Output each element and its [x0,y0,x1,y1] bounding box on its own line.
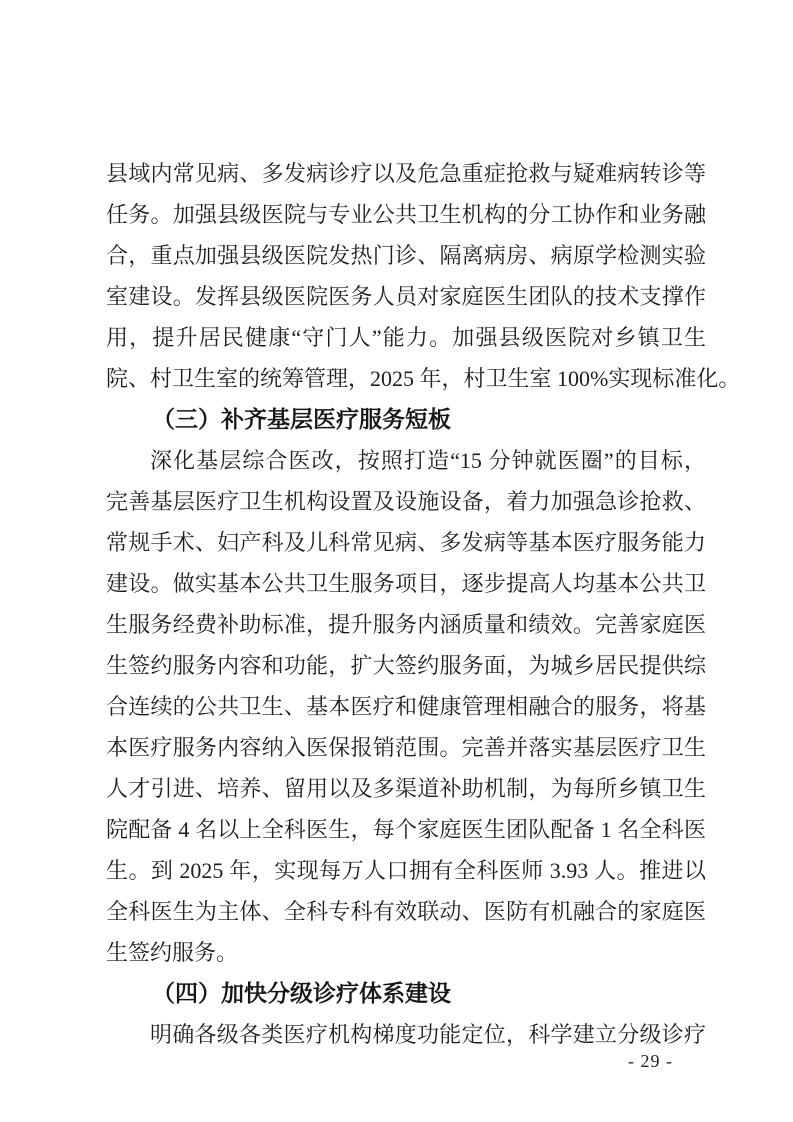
text-line: 全科医生为主体、全科专科有效联动、医防有机融合的家庭医 [106,899,706,924]
text-line: 室建设。发挥县级医院医务人员对家庭医生团队的技术支撑作 [106,284,706,309]
text-line: 明确各级各类医疗机构梯度功能定位，科学建立分级诊疗 [150,1022,706,1047]
text-line: 县域内常见病、多发病诊疗以及危急重症抢救与疑难病转诊等 [106,161,706,186]
text-line: 本医疗服务内容纳入医保报销范围。完善并落实基层医疗卫生 [106,735,706,760]
text-line: 完善基层医疗卫生机构设置及设施设备，着力加强急诊抢救、 [106,489,706,514]
text-line: 建设。做实基本公共卫生服务项目，逐步提高人均基本公共卫 [106,571,706,596]
page-number: - 29 - [628,1051,673,1071]
text-block [106,153,741,1055]
section-heading-3: （三）补齐基层医疗服务短板 [152,407,451,432]
text-line: 用，提升居民健康“守门人”能力。加强县级医院对乡镇卫生 [106,325,706,350]
section-heading-4: （四）加快分级诊疗体系建设 [152,981,451,1006]
text-line: 深化基层综合医改，按照打造“15 分钟就医圈”的目标， [150,448,706,473]
text-line: 任务。加强县级医院与专业公共卫生机构的分工协作和业务融 [106,202,706,227]
text-line: 生签约服务内容和功能，扩大签约服务面，为城乡居民提供综 [106,653,706,678]
text-line: 合连续的公共卫生、基本医疗和健康管理相融合的服务，将基 [106,694,706,719]
text-line: 常规手术、妇产科及儿科常见病、多发病等基本医疗服务能力 [106,530,706,555]
text-line: 院配备 4 名以上全科医生，每个家庭医生团队配备 1 名全科医 [106,817,706,842]
text-line: 生。到 2025 年，实现每万人口拥有全科医师 3.93 人。推进以 [106,858,706,883]
text-line: 院、村卫生室的统筹管理，2025 年，村卫生室 100%实现标准化。 [106,366,741,391]
text-line: 人才引进、培养、留用以及多渠道补助机制，为每所乡镇卫生 [106,776,706,801]
text-line: 合，重点加强县级医院发热门诊、隔离病房、病原学检测实验 [106,243,706,268]
text-line: 生签约服务。 [106,940,239,965]
text-line: 生服务经费补助标准，提升服务内涵质量和绩效。完善家庭医 [106,612,706,637]
